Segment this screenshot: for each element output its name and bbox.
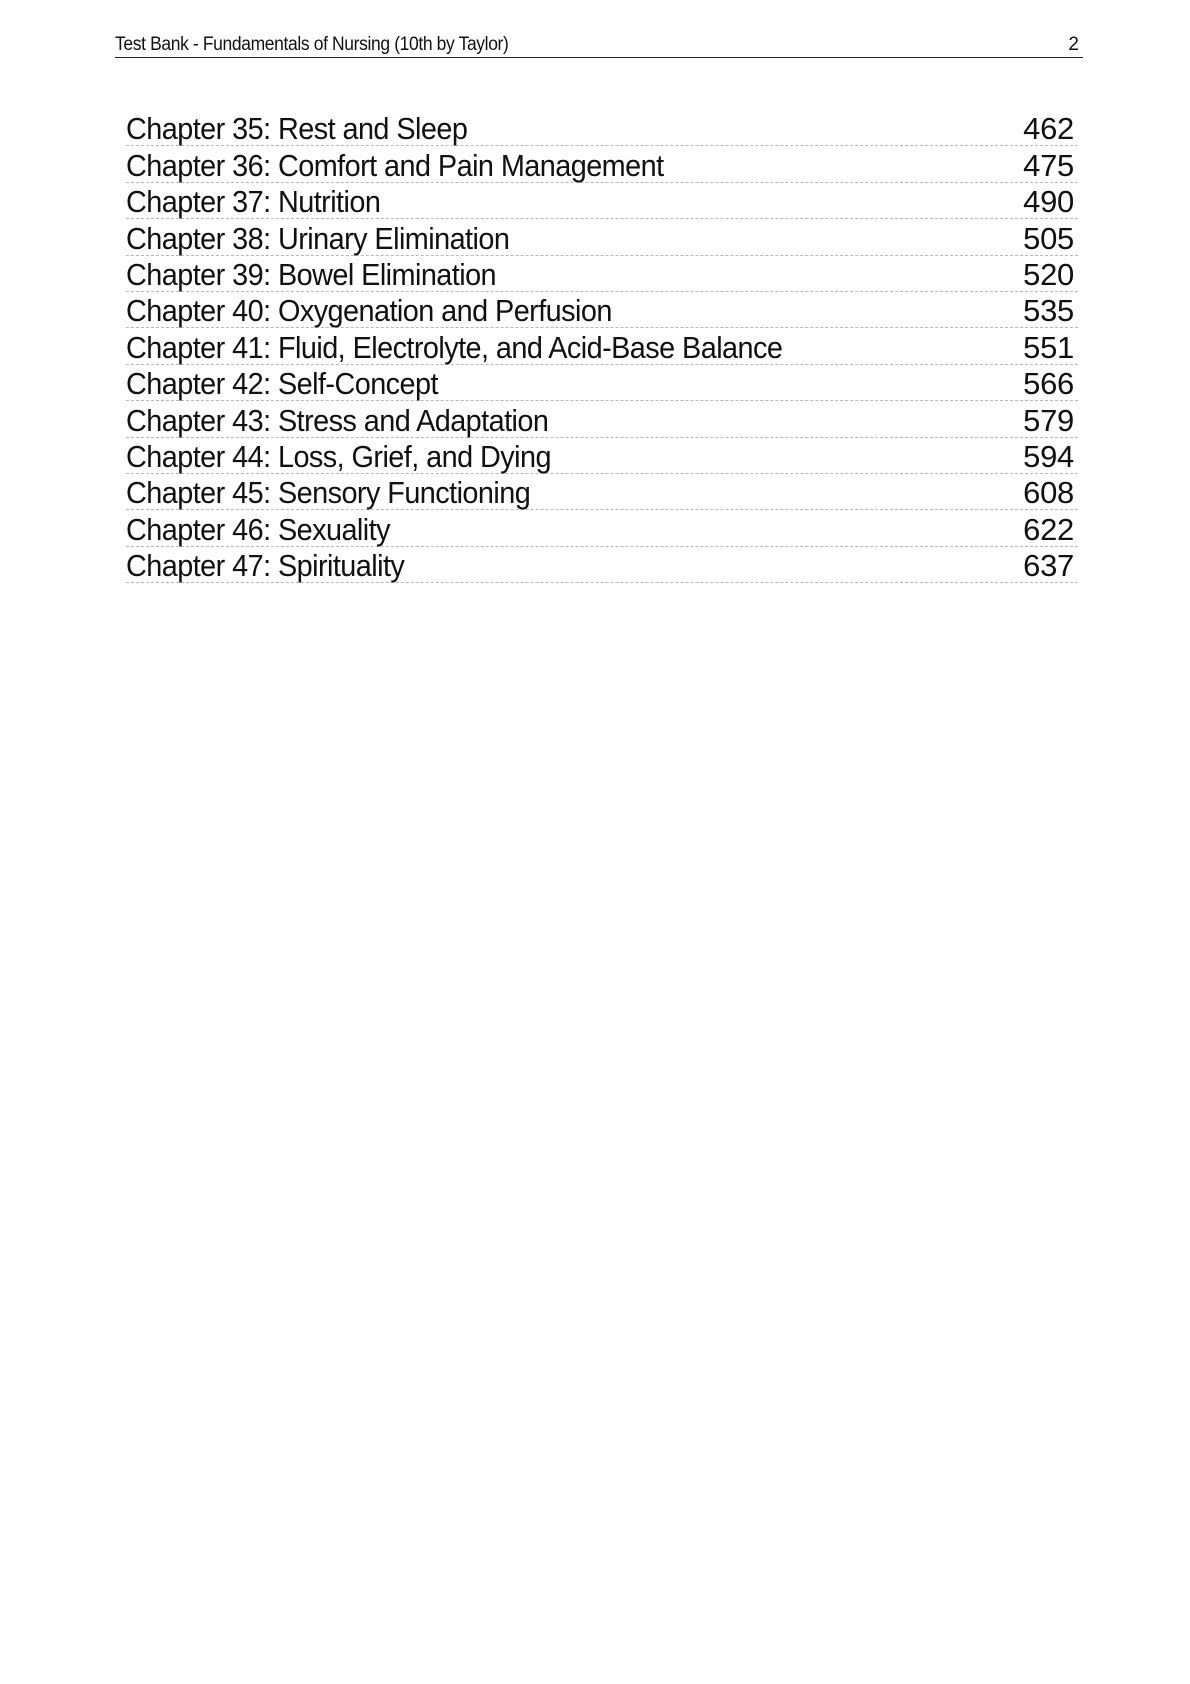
page-number: 2 bbox=[1068, 34, 1079, 55]
toc-entry-page: 594 bbox=[1023, 438, 1074, 474]
toc-entry-page: 535 bbox=[1023, 293, 1074, 329]
toc-entry-page: 475 bbox=[1023, 147, 1074, 183]
toc-entry[interactable] bbox=[126, 183, 1078, 219]
toc-entry-page: 579 bbox=[1023, 402, 1074, 438]
toc-entry-page: 462 bbox=[1023, 111, 1074, 147]
toc-entry-page: 551 bbox=[1023, 329, 1074, 365]
toc-entry[interactable] bbox=[126, 474, 1078, 510]
toc-entry-title: Chapter 37: Nutrition bbox=[126, 184, 381, 220]
toc-entry[interactable] bbox=[126, 365, 1078, 401]
table-of-contents bbox=[126, 110, 1078, 583]
toc-entry-title: Chapter 44: Loss, Grief, and Dying bbox=[126, 438, 551, 474]
toc-entry[interactable] bbox=[126, 219, 1078, 255]
toc-entry[interactable] bbox=[126, 328, 1078, 364]
toc-entry-title: Chapter 45: Sensory Functioning bbox=[126, 475, 531, 511]
toc-entry[interactable] bbox=[126, 401, 1078, 437]
toc-entry-title: Chapter 46: Sexuality bbox=[126, 511, 390, 547]
toc-entry-title: Chapter 38: Urinary Elimination bbox=[126, 220, 510, 256]
toc-entry[interactable] bbox=[126, 438, 1078, 474]
toc-entry-title: Chapter 40: Oxygenation and Perfusion bbox=[126, 293, 612, 329]
toc-entry-page: 608 bbox=[1023, 475, 1074, 511]
toc-entry-page: 637 bbox=[1023, 548, 1074, 584]
toc-entry-page: 505 bbox=[1023, 220, 1074, 256]
toc-entry-title: Chapter 43: Stress and Adaptation bbox=[126, 402, 549, 438]
toc-entry[interactable] bbox=[126, 110, 1078, 146]
toc-entry-title: Chapter 35: Rest and Sleep bbox=[126, 111, 468, 147]
toc-entry-page: 490 bbox=[1023, 184, 1074, 220]
toc-entry-title: Chapter 39: Bowel Elimination bbox=[126, 256, 497, 292]
toc-entry-page: 520 bbox=[1023, 256, 1074, 292]
toc-entry[interactable] bbox=[126, 292, 1078, 328]
page-header bbox=[115, 33, 1083, 58]
toc-entry-title: Chapter 41: Fluid, Electrolyte, and Acid-Base Balance bbox=[126, 329, 783, 365]
toc-entry-page: 622 bbox=[1023, 511, 1074, 547]
toc-entry-title: Chapter 42: Self-Concept bbox=[126, 366, 438, 402]
toc-entry[interactable] bbox=[126, 256, 1078, 292]
toc-entry[interactable] bbox=[126, 510, 1078, 546]
toc-entry[interactable] bbox=[126, 547, 1078, 583]
toc-entry-title: Chapter 36: Comfort and Pain Management bbox=[126, 147, 664, 183]
toc-entry-page: 566 bbox=[1023, 366, 1074, 402]
toc-entry-title: Chapter 47: Spirituality bbox=[126, 548, 405, 584]
document-title: Test Bank - Fundamentals of Nursing (10th by Taylor) bbox=[115, 34, 509, 55]
toc-entry[interactable] bbox=[126, 146, 1078, 182]
